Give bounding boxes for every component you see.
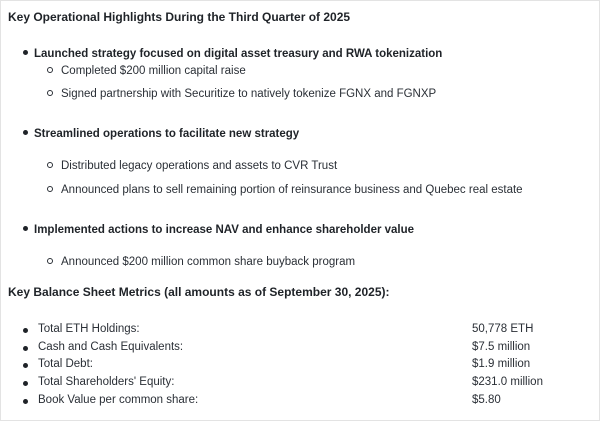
metric-row (23, 394, 593, 410)
highlight-item (23, 48, 442, 60)
circle-bullet-icon (47, 162, 53, 168)
bullet-icon (23, 346, 28, 351)
highlight-title: Streamlined operations to facilitate new strategy (34, 128, 300, 140)
circle-bullet-icon (47, 258, 53, 264)
metric-label: Total Debt: (38, 358, 93, 370)
bullet-icon (23, 226, 28, 231)
metric-label: Total ETH Holdings: (38, 323, 140, 335)
highlight-subitem-text: Completed $200 million capital raise (61, 65, 246, 77)
bullet-icon (23, 399, 28, 404)
bullet-icon (23, 328, 28, 333)
circle-bullet-icon (47, 186, 53, 192)
highlights-heading: Key Operational Highlights During the Third Quarter of 2025 (8, 10, 351, 24)
circle-bullet-icon (47, 67, 53, 73)
metric-label: Book Value per common share: (38, 394, 199, 406)
metric-value: 50,778 ETH (472, 323, 534, 335)
metric-label: Cash and Cash Equivalents: (38, 341, 184, 353)
highlight-subitem (47, 184, 523, 196)
highlight-subitem-text: Distributed legacy operations and assets to CVR Trust (61, 160, 338, 172)
metric-label: Total Shareholders' Equity: (38, 376, 175, 388)
highlight-subitem-text: Announced $200 million common share buyback program (61, 256, 356, 268)
bullet-icon (23, 130, 28, 135)
highlight-subitem-text: Announced plans to sell remaining portion of reinsurance business and Quebec real estate (61, 184, 523, 196)
highlight-subitem (47, 88, 436, 100)
circle-bullet-icon (47, 90, 53, 96)
metrics-heading: Key Balance Sheet Metrics (all amounts as of September 30, 2025): (8, 285, 390, 299)
metric-value: $5.80 (472, 394, 501, 406)
bullet-icon (23, 363, 28, 368)
highlight-subitem (47, 256, 355, 268)
metric-row (23, 341, 593, 357)
highlight-title: Implemented actions to increase NAV and enhance shareholder value (34, 224, 415, 236)
highlight-subitem (47, 160, 337, 172)
metric-value: $7.5 million (472, 341, 531, 353)
bullet-icon (23, 50, 28, 55)
metric-row (23, 358, 593, 374)
metric-value: $231.0 million (472, 376, 543, 388)
metric-value: $1.9 million (472, 358, 531, 370)
metric-row (23, 323, 593, 339)
highlight-item (23, 224, 414, 236)
metric-row (23, 376, 593, 392)
highlight-title: Launched strategy focused on digital asset treasury and RWA tokenization (34, 48, 443, 60)
bullet-icon (23, 381, 28, 386)
highlight-subitem-text: Signed partnership with Securitize to natively tokenize FGNX and FGNXP (61, 88, 437, 100)
highlight-subitem (47, 65, 246, 77)
highlight-item (23, 128, 299, 140)
